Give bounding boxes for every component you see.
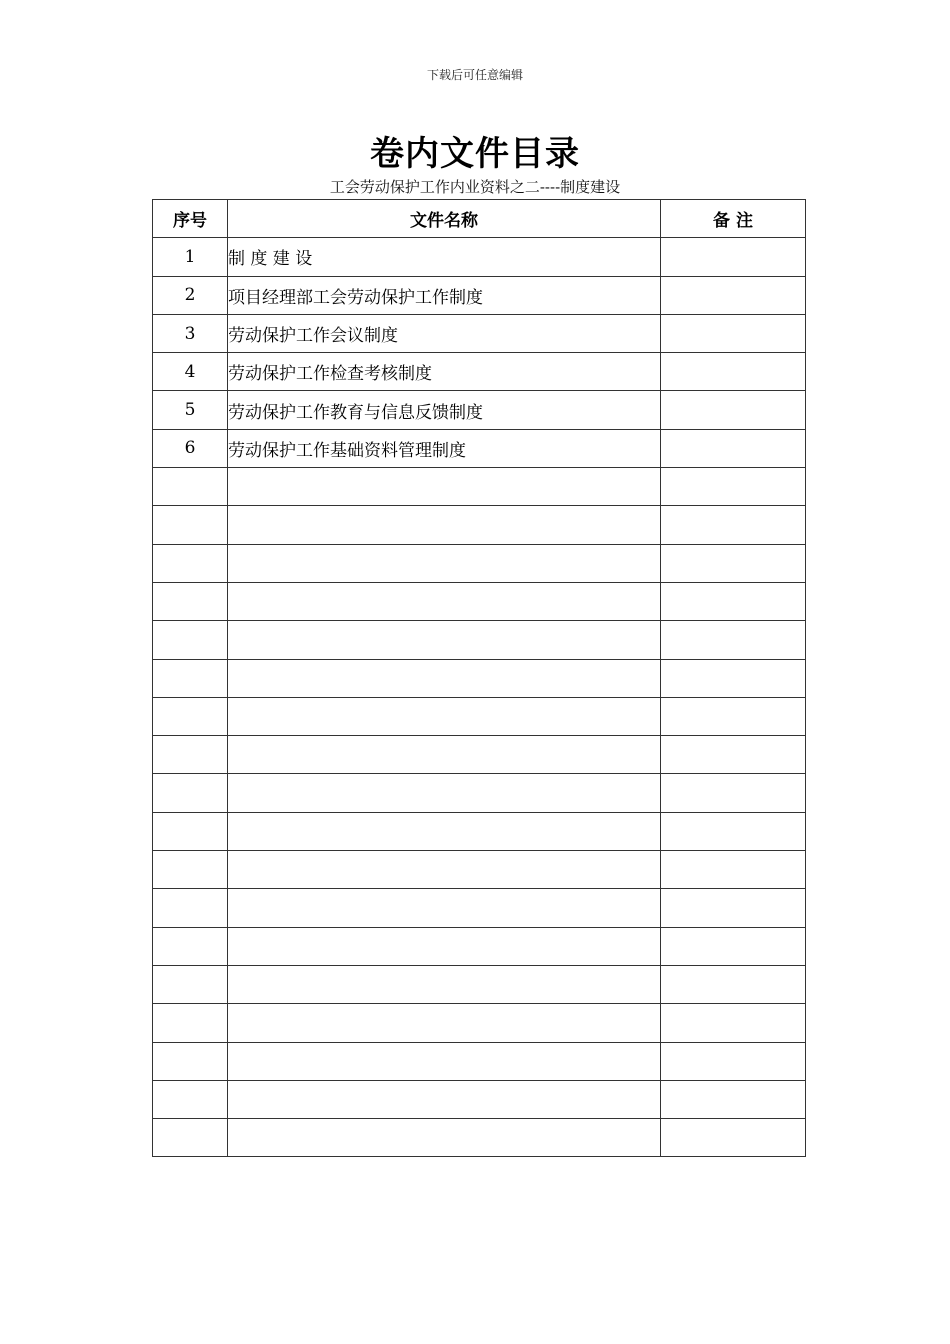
file-catalog-table <box>152 199 806 1157</box>
row-remarks <box>661 1004 806 1042</box>
row-serial-number <box>153 1119 228 1157</box>
row-remarks <box>661 353 806 391</box>
row-remarks <box>661 238 806 276</box>
table-header-row <box>153 200 806 238</box>
row-serial-number <box>153 621 228 659</box>
row-serial-number <box>153 774 228 812</box>
row-serial-number <box>153 812 228 850</box>
row-remarks <box>661 812 806 850</box>
row-serial-number <box>153 889 228 927</box>
table-row <box>153 468 806 506</box>
row-file-name: 劳动保护工作基础资料管理制度 <box>228 429 661 467</box>
page-title: 卷内文件目录 <box>370 134 580 174</box>
table-row <box>153 1080 806 1118</box>
row-remarks <box>661 621 806 659</box>
row-file-name <box>228 506 661 544</box>
row-remarks <box>661 544 806 582</box>
row-serial-number <box>153 659 228 697</box>
row-file-name <box>228 1119 661 1157</box>
row-file-name <box>228 1042 661 1080</box>
table-row <box>153 1042 806 1080</box>
page-subtitle: 工会劳动保护工作内业资料之二----制度建设 <box>329 178 621 196</box>
row-serial-number <box>153 582 228 620</box>
header-file-name: 文件名称 <box>228 200 661 238</box>
row-serial-number: 1 <box>153 238 228 276</box>
table-row <box>153 429 806 467</box>
header-note: 下载后可任意编辑 <box>426 68 523 82</box>
row-remarks <box>661 1080 806 1118</box>
row-remarks <box>661 965 806 1003</box>
row-file-name <box>228 659 661 697</box>
row-remarks <box>661 506 806 544</box>
row-file-name <box>228 927 661 965</box>
table-row <box>153 1119 806 1157</box>
row-file-name <box>228 468 661 506</box>
table-row <box>153 353 806 391</box>
row-serial-number <box>153 927 228 965</box>
row-file-name <box>228 1080 661 1118</box>
table-row <box>153 544 806 582</box>
row-remarks <box>661 927 806 965</box>
row-remarks <box>661 697 806 735</box>
row-serial-number <box>153 1042 228 1080</box>
row-file-name <box>228 736 661 774</box>
row-serial-number: 3 <box>153 314 228 352</box>
row-serial-number <box>153 1004 228 1042</box>
row-remarks <box>661 314 806 352</box>
row-file-name <box>228 1004 661 1042</box>
row-serial-number <box>153 965 228 1003</box>
row-file-name <box>228 582 661 620</box>
table-row <box>153 314 806 352</box>
row-file-name <box>228 697 661 735</box>
table-row <box>153 506 806 544</box>
row-serial-number <box>153 468 228 506</box>
row-file-name: 劳动保护工作教育与信息反馈制度 <box>228 391 661 429</box>
table-row <box>153 965 806 1003</box>
row-serial-number: 5 <box>153 391 228 429</box>
header-serial-number: 序号 <box>153 200 228 238</box>
table-row <box>153 621 806 659</box>
row-serial-number <box>153 697 228 735</box>
table-row <box>153 238 806 276</box>
table-row <box>153 391 806 429</box>
row-remarks <box>661 468 806 506</box>
row-remarks <box>661 659 806 697</box>
row-file-name <box>228 544 661 582</box>
row-file-name: 项目经理部工会劳动保护工作制度 <box>228 276 661 314</box>
row-file-name <box>228 851 661 889</box>
row-file-name <box>228 774 661 812</box>
table-row <box>153 582 806 620</box>
row-remarks <box>661 851 806 889</box>
table-row <box>153 1004 806 1042</box>
row-remarks <box>661 889 806 927</box>
row-serial-number: 2 <box>153 276 228 314</box>
row-remarks <box>661 1042 806 1080</box>
table-row <box>153 889 806 927</box>
row-remarks <box>661 1119 806 1157</box>
row-file-name <box>228 965 661 1003</box>
row-serial-number <box>153 851 228 889</box>
row-remarks <box>661 391 806 429</box>
header-remarks: 备 注 <box>661 200 806 238</box>
row-remarks <box>661 582 806 620</box>
table-row <box>153 851 806 889</box>
row-remarks <box>661 774 806 812</box>
row-serial-number <box>153 544 228 582</box>
row-file-name: 制 度 建 设 <box>228 238 661 276</box>
row-serial-number: 6 <box>153 429 228 467</box>
table-row <box>153 697 806 735</box>
row-file-name <box>228 812 661 850</box>
row-file-name: 劳动保护工作检查考核制度 <box>228 353 661 391</box>
row-file-name <box>228 621 661 659</box>
row-remarks <box>661 276 806 314</box>
row-file-name <box>228 889 661 927</box>
table-row <box>153 736 806 774</box>
table-row <box>153 927 806 965</box>
table-row <box>153 659 806 697</box>
table-body <box>153 238 806 1157</box>
row-serial-number <box>153 1080 228 1118</box>
table-row <box>153 774 806 812</box>
row-remarks <box>661 429 806 467</box>
row-serial-number: 4 <box>153 353 228 391</box>
row-remarks <box>661 736 806 774</box>
row-serial-number <box>153 736 228 774</box>
table-row <box>153 812 806 850</box>
row-serial-number <box>153 506 228 544</box>
table-row <box>153 276 806 314</box>
row-file-name: 劳动保护工作会议制度 <box>228 314 661 352</box>
